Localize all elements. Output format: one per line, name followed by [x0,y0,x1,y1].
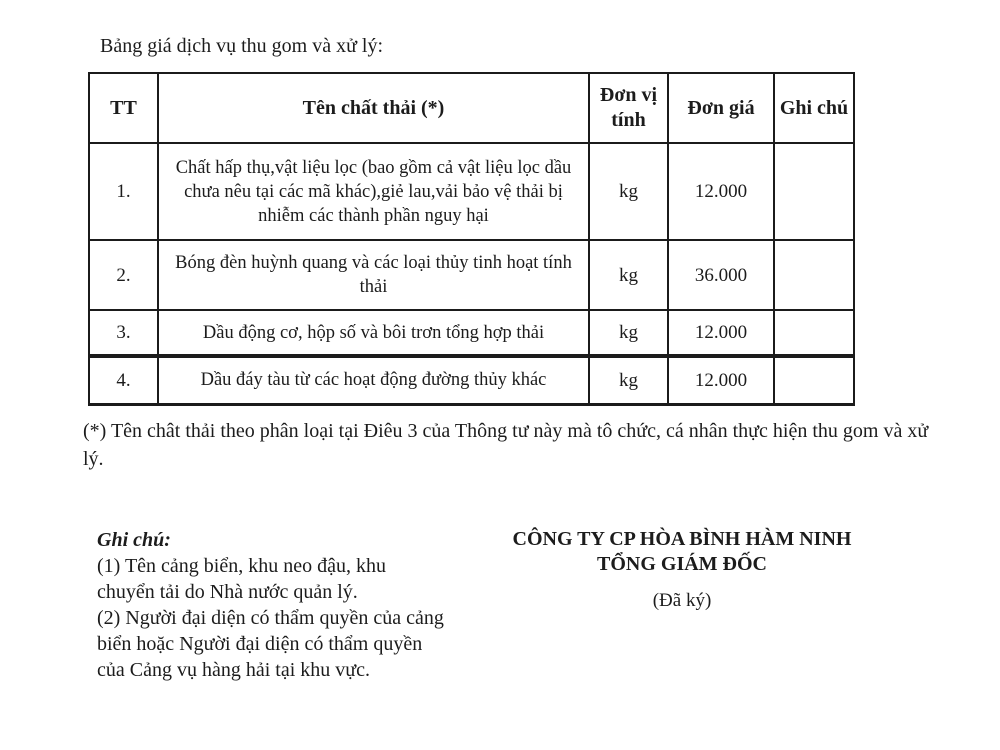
cell-unit: kg [589,240,668,310]
header-cell-waste-name: Tên chất thải (*) [158,73,589,143]
cell-tt: 3. [89,310,158,356]
notes-heading: Ghi chú: [97,529,171,551]
table-row [89,143,854,240]
cell-unit: kg [589,356,668,404]
note-item: (2) Người đại diện có thẩm quyền của cảng biển hoặc Người đại diện có thẩm quyền của Cảng vụ hàng hải tại khu vực. [97,607,444,681]
price-table [88,72,855,406]
cell-price: 12.000 [668,310,774,356]
note-item: (1) Tên cảng biển, khu neo đậu, khu chuyển tải do Nhà nước quản lý. [97,555,386,603]
cell-note [774,310,854,356]
cell-note [774,356,854,404]
cell-tt: 4. [89,356,158,404]
notes-block [97,527,445,683]
signature-company-name: CÔNG TY CP HÒA BÌNH HÀM NINH [512,528,852,550]
cell-waste-name: Chất hấp thụ,vật liệu lọc (bao gồm cả vật liệu lọc dầu chưa nêu tại các mã khác),giẻ lau,vải bảo vệ thải bị nhiễm các thành phần nguy hại [158,143,589,240]
signature-signed-label: (Đã ký) [652,590,712,611]
header-cell-tt: TT [89,73,158,143]
signature-block [470,527,894,612]
header-cell-unit: Đơn vị tính [589,73,668,143]
header-cell-price: Đơn giá [668,73,774,143]
cell-note [774,143,854,240]
cell-waste-name: Dầu động cơ, hộp số và bôi trơn tổng hợp thải [158,310,589,356]
cell-price: 36.000 [668,240,774,310]
table-header-row [89,73,854,143]
cell-unit: kg [589,143,668,240]
table-row [89,310,854,356]
table-footnote: (*) Tên chât thải theo phân loại tại Điêu 3 của Thông tư này mà tô chức, cá nhân thực hiện thu gom và xử lý. [83,420,929,470]
page-title: Bảng giá dịch vụ thu gom và xử lý: [100,35,384,57]
cell-waste-name: Bóng đèn huỳnh quang và các loại thủy tinh hoạt tính thải [158,240,589,310]
cell-tt: 2. [89,240,158,310]
header-cell-note: Ghi chú [774,73,854,143]
cell-price: 12.000 [668,143,774,240]
cell-note [774,240,854,310]
cell-unit: kg [589,310,668,356]
table-row [89,356,854,404]
cell-tt: 1. [89,143,158,240]
cell-waste-name: Dầu đáy tàu từ các hoạt động đường thủy khác [158,356,589,404]
signature-role: TỔNG GIÁM ĐỐC [597,553,767,575]
table-row [89,240,854,310]
cell-price: 12.000 [668,356,774,404]
